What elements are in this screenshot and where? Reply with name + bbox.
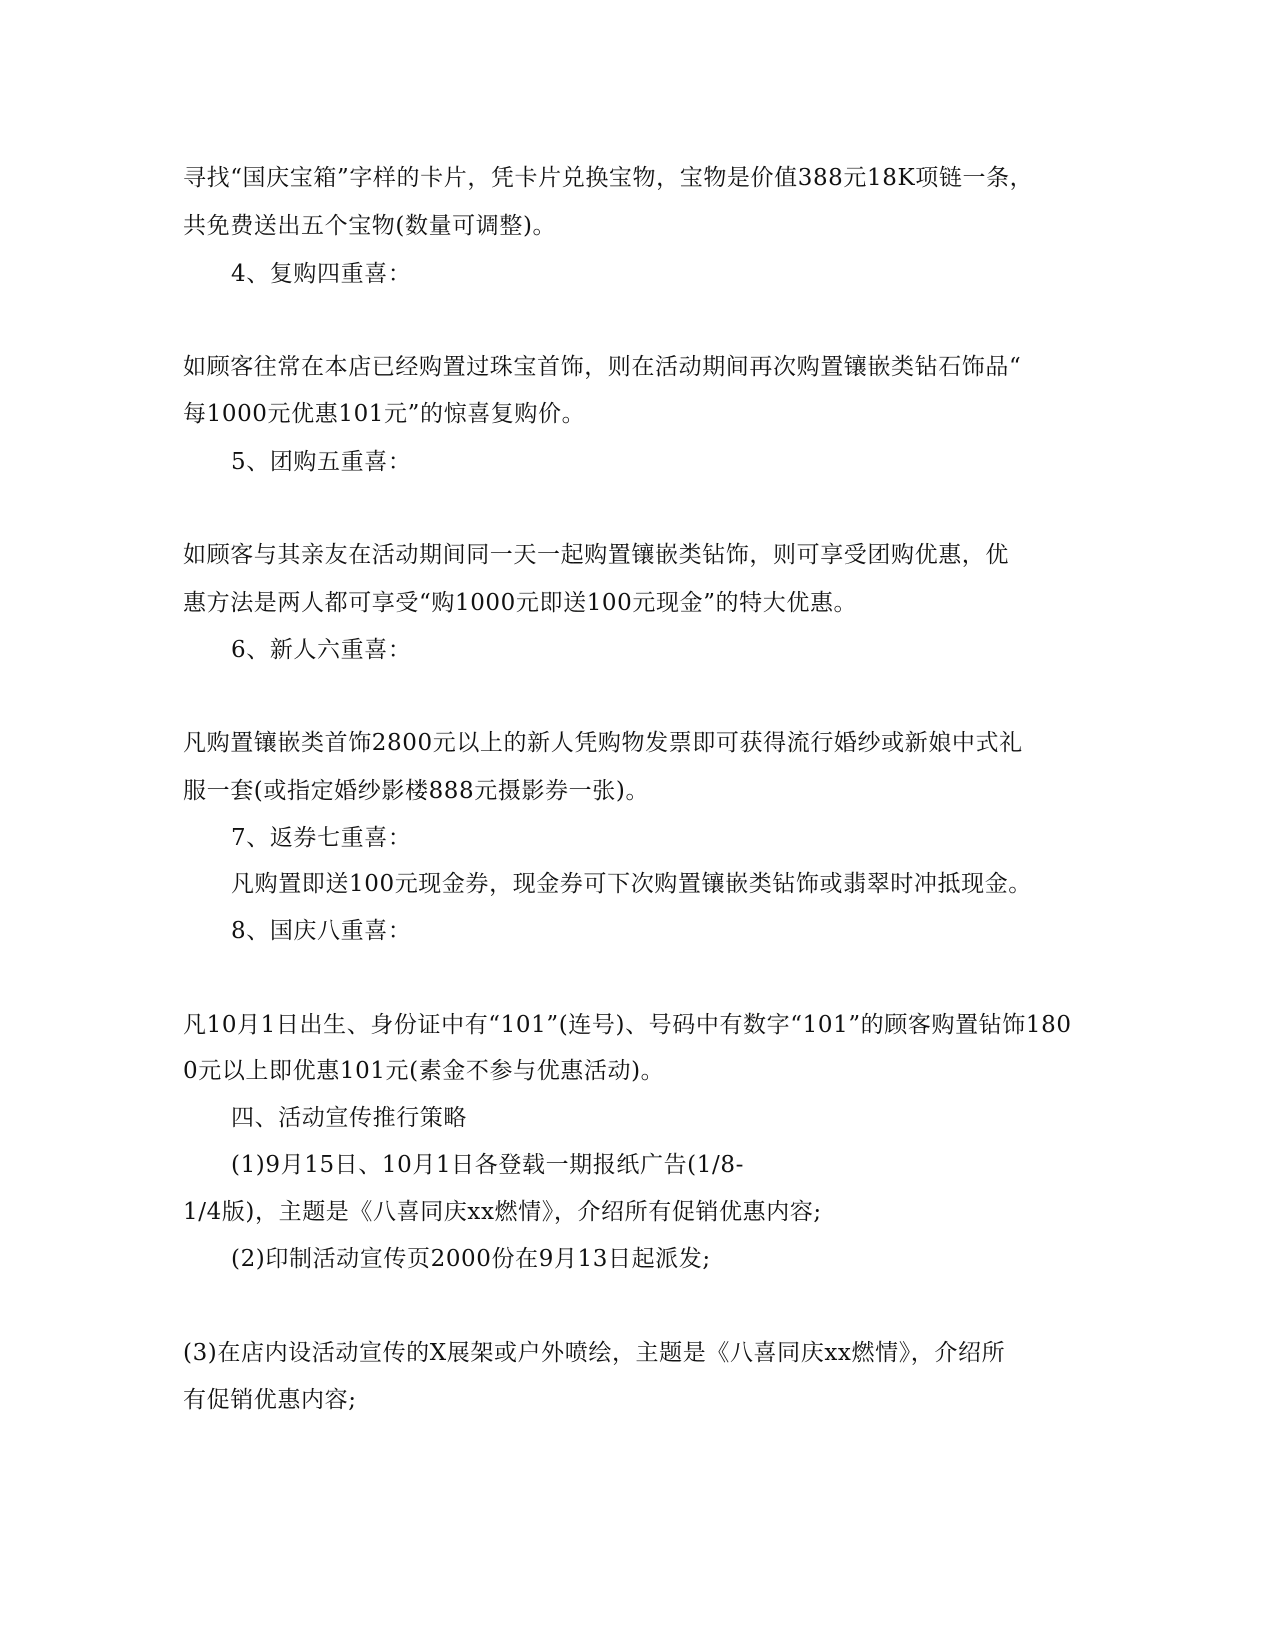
body-text-line: 每1000元优惠101元”的惊喜复购价。	[183, 401, 586, 427]
body-text-line: 凡购置镶嵌类首饰2800元以上的新人凭购物发票即可获得流行婚纱或新娘中式礼	[183, 730, 1023, 756]
body-text-line: 1/4版)，主题是《八喜同庆xx燃情》，介绍所有促销优惠内容;	[183, 1199, 822, 1225]
body-text-line: 寻找“国庆宝箱”字样的卡片，凭卡片兑换宝物，宝物是价值388元18K项链一条，	[183, 165, 1034, 191]
section-heading: 4、复购四重喜：	[231, 261, 412, 287]
body-text-line: 服一套(或指定婚纱影楼888元摄影券一张)。	[183, 778, 650, 804]
body-text-line: 共免费送出五个宝物(数量可调整)。	[183, 213, 557, 239]
body-text-line: (3)在店内设活动宣传的X展架或户外喷绘，主题是《八喜同庆xx燃情》，介绍所	[183, 1340, 1006, 1366]
section-heading: 四、活动宣传推行策略	[231, 1105, 467, 1131]
body-text-line: 0元以上即优惠101元(素金不参与优惠活动)。	[183, 1058, 665, 1084]
section-heading: 5、团购五重喜：	[231, 449, 412, 475]
body-text-line: 如顾客往常在本店已经购置过珠宝首饰，则在活动期间再次购置镶嵌类钻石饰品“	[183, 354, 1022, 380]
body-text-line: 如顾客与其亲友在活动期间同一天一起购置镶嵌类钻饰，则可享受团购优惠，优	[183, 542, 1009, 568]
body-text-line: 凡购置即送100元现金券，现金券可下次购置镶嵌类钻饰或翡翠时冲抵现金。	[231, 871, 1032, 897]
body-text-line: 有促销优惠内容;	[183, 1387, 357, 1413]
body-text-line: (1)9月15日、10月1日各登载一期报纸广告(1/8-	[231, 1152, 744, 1178]
body-text-line: 凡10月1日出生、身份证中有“101”(连号)、号码中有数字“101”的顾客购置钻饰180	[183, 1012, 1072, 1038]
section-heading: 8、国庆八重喜：	[231, 918, 412, 944]
body-text-line: (2)印制活动宣传页2000份在9月13日起派发;	[231, 1246, 711, 1272]
section-heading: 6、新人六重喜：	[231, 637, 412, 663]
body-text-line: 惠方法是两人都可享受“购1000元即送100元现金”的特大优惠。	[183, 590, 858, 616]
section-heading: 7、返券七重喜：	[231, 825, 412, 851]
